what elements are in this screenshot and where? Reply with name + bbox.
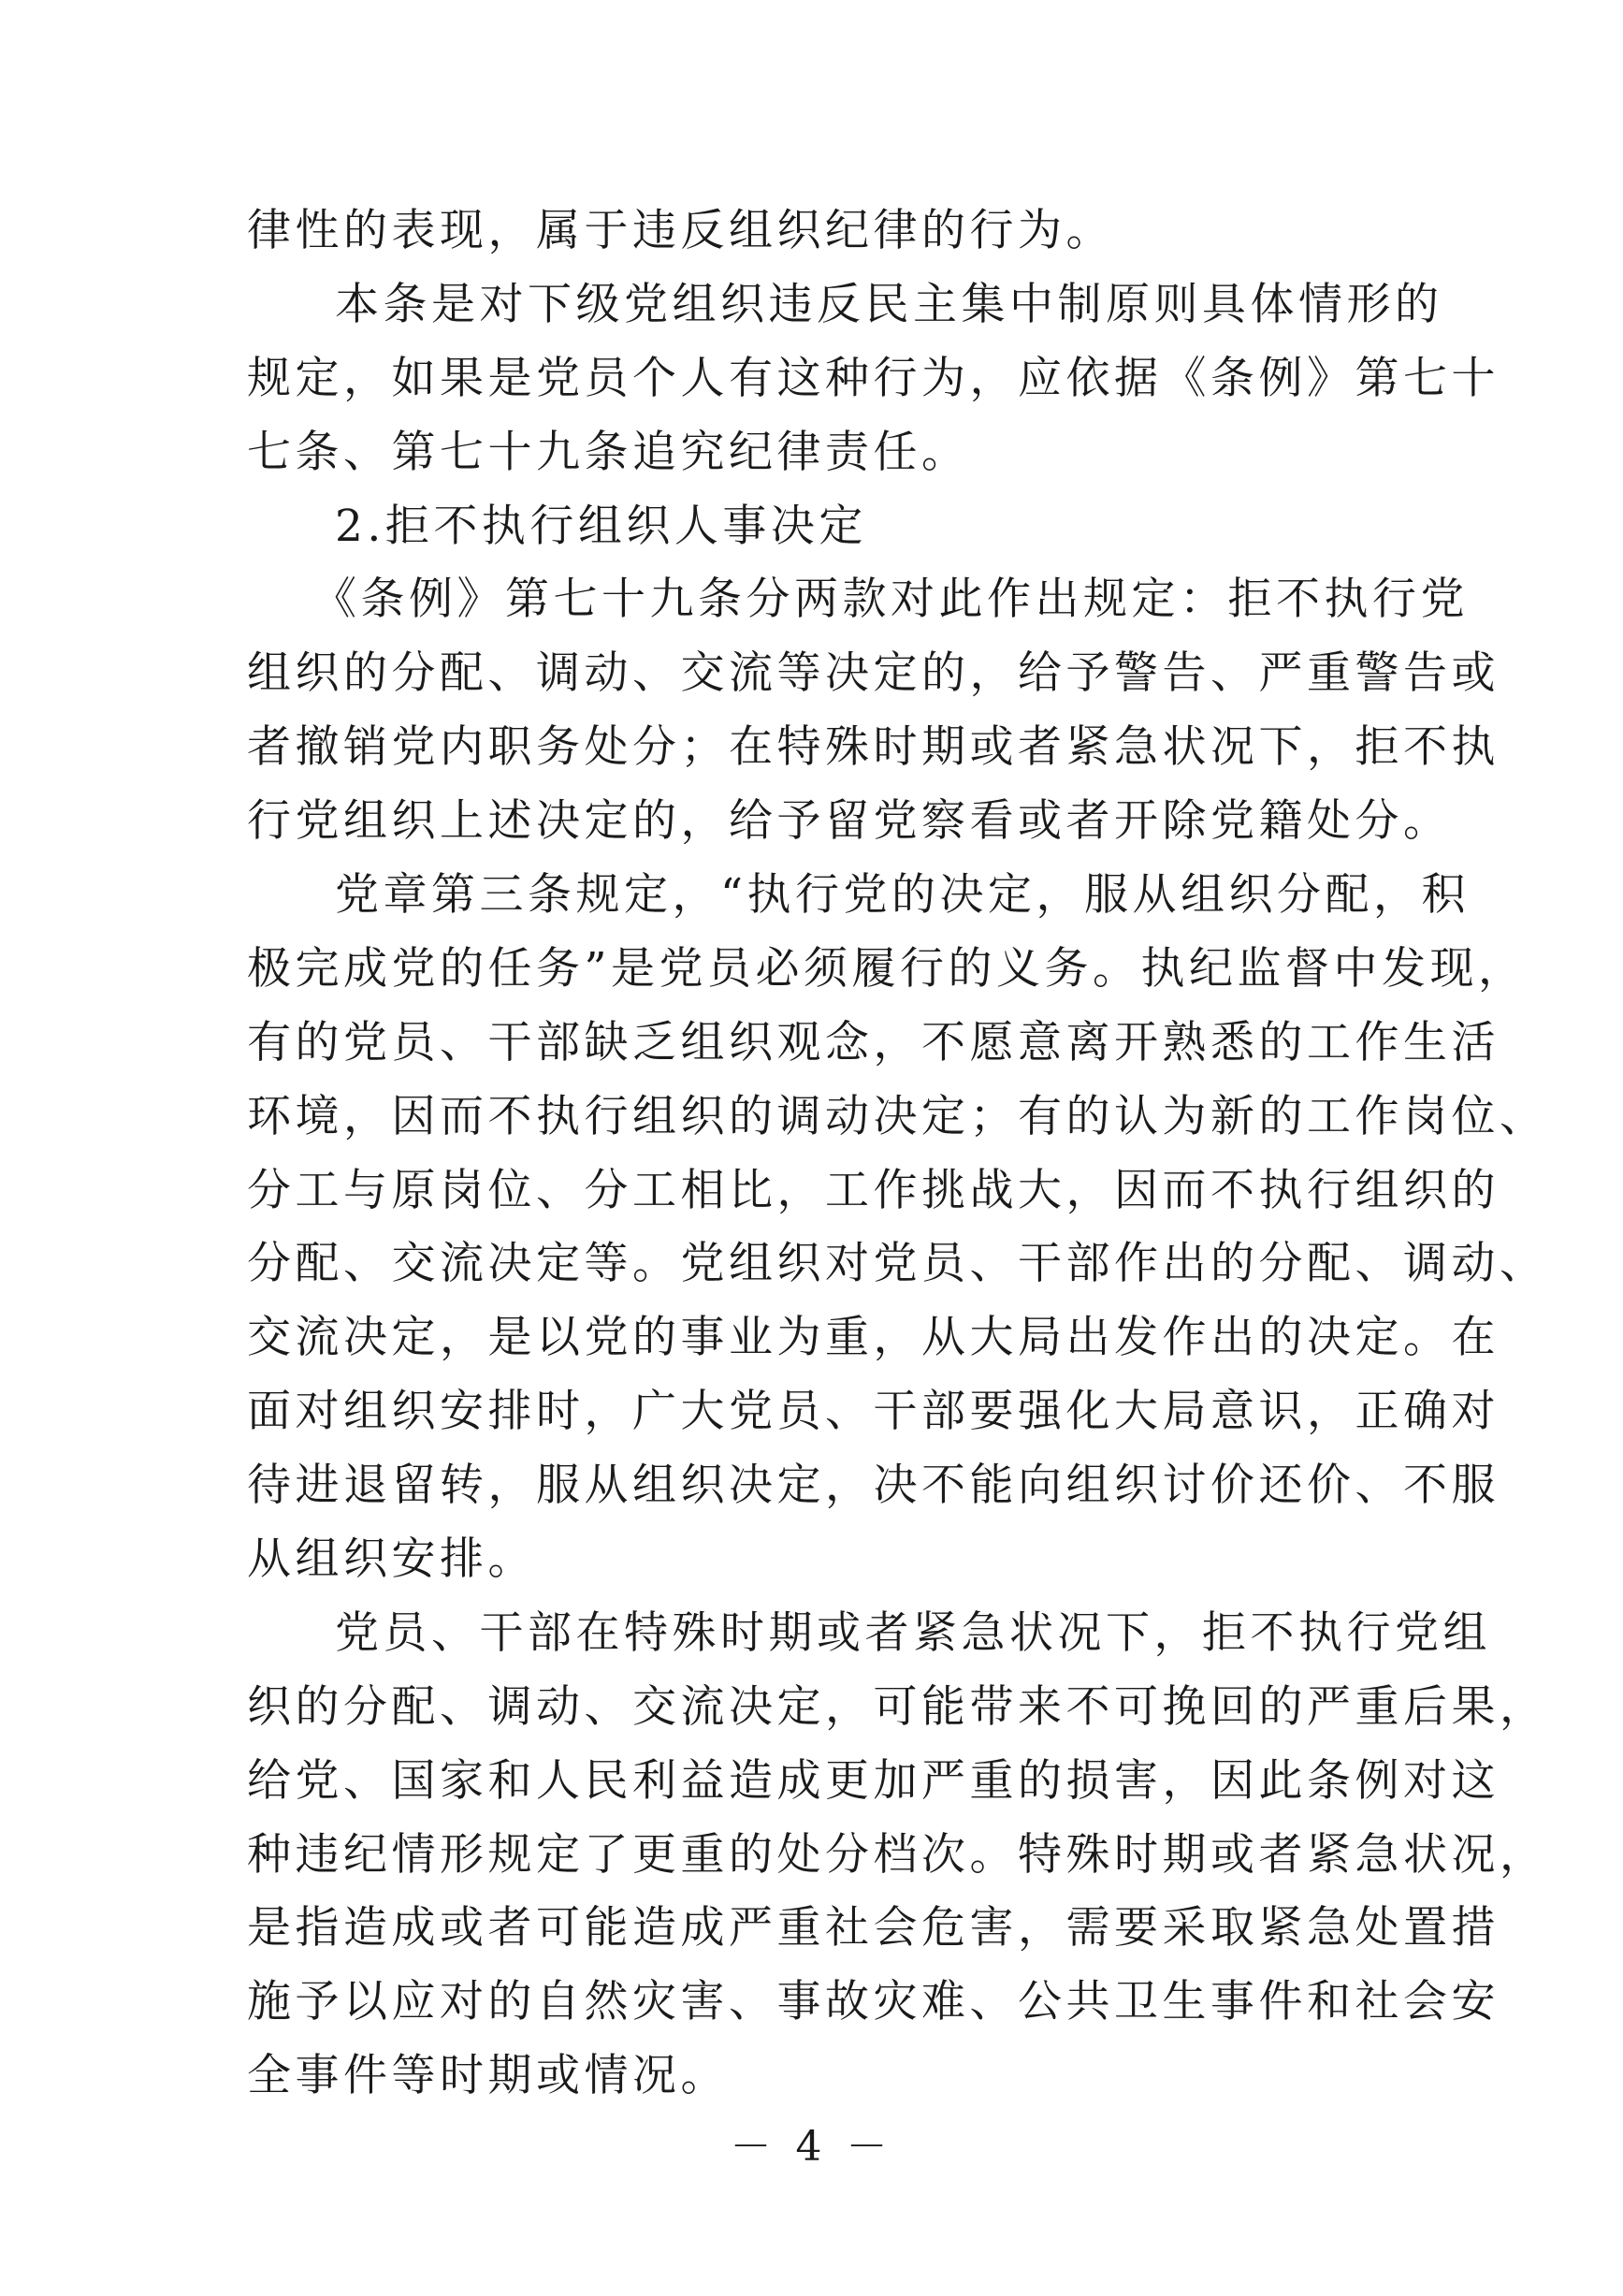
text-line: 分配、交流决定等。党组织对党员、干部作出的分配、调动、 xyxy=(247,1238,1548,1290)
text-line: 面对组织安排时，广大党员、干部要强化大局意识，正确对 xyxy=(247,1386,1500,1438)
text-line: 从组织安排。 xyxy=(247,1533,536,1586)
text-line: 有的党员、干部缺乏组织观念，不愿意离开熟悉的工作生活 xyxy=(247,1016,1500,1068)
text-line: 组织的分配、调动、交流等决定的，给予警告、严重警告或 xyxy=(247,647,1500,700)
text-line: 给党、国家和人民利益造成更加严重的损害，因此条例对这 xyxy=(247,1754,1500,1807)
text-line: 党章第三条规定，“执行党的决定，服从组织分配，积 xyxy=(335,869,1471,922)
text-line: 全事件等时期或情况。 xyxy=(247,2050,729,2102)
text-line: 施予以应对的自然灾害、事故灾难、公共卫生事件和社会安 xyxy=(247,1976,1500,2028)
text-line: 分工与原岗位、分工相比，工作挑战大，因而不执行组织的 xyxy=(247,1164,1500,1216)
text-line: 极完成党的任务”是党员必须履行的义务。执纪监督中发现， xyxy=(247,942,1527,995)
text-line: 《条例》第七十九条分两款对此作出规定：拒不执行党 xyxy=(312,574,1469,626)
text-line: 是指造成或者可能造成严重社会危害，需要采取紧急处置措 xyxy=(247,1902,1500,1955)
text-line: 本条是对下级党组织违反民主集中制原则具体情形的 xyxy=(335,278,1443,330)
text-line: 律性的表现，属于违反组织纪律的行为。 xyxy=(247,205,1114,256)
text-line: 织的分配、调动、交流决定，可能带来不可挽回的严重后果， xyxy=(247,1680,1548,1733)
page-number: － 4 － xyxy=(730,2123,893,2171)
body-text xyxy=(247,195,1548,2114)
text-line: 交流决定，是以党的事业为重，从大局出发作出的决定。在 xyxy=(247,1312,1500,1364)
section-heading: 2.拒不执行组织人事决定 xyxy=(335,500,867,552)
text-line: 七条、第七十九条追究纪律责任。 xyxy=(247,426,970,478)
text-line: 待进退留转，服从组织决定，决不能向组织讨价还价、不服 xyxy=(247,1460,1500,1512)
text-line: 种违纪情形规定了更重的处分档次。特殊时期或者紧急状况， xyxy=(247,1828,1548,1881)
text-line: 者撤销党内职务处分；在特殊时期或者紧急状况下，拒不执 xyxy=(247,721,1500,774)
text-line: 行党组织上述决定的，给予留党察看或者开除党籍处分。 xyxy=(247,795,1452,848)
text-line: 环境，因而不执行组织的调动决定；有的认为新的工作岗位、 xyxy=(247,1090,1548,1142)
text-line: 规定，如果是党员个人有这种行为，应依据《条例》第七十 xyxy=(247,352,1500,404)
text-line: 党员、干部在特殊时期或者紧急状况下，拒不执行党组 xyxy=(335,1606,1491,1659)
